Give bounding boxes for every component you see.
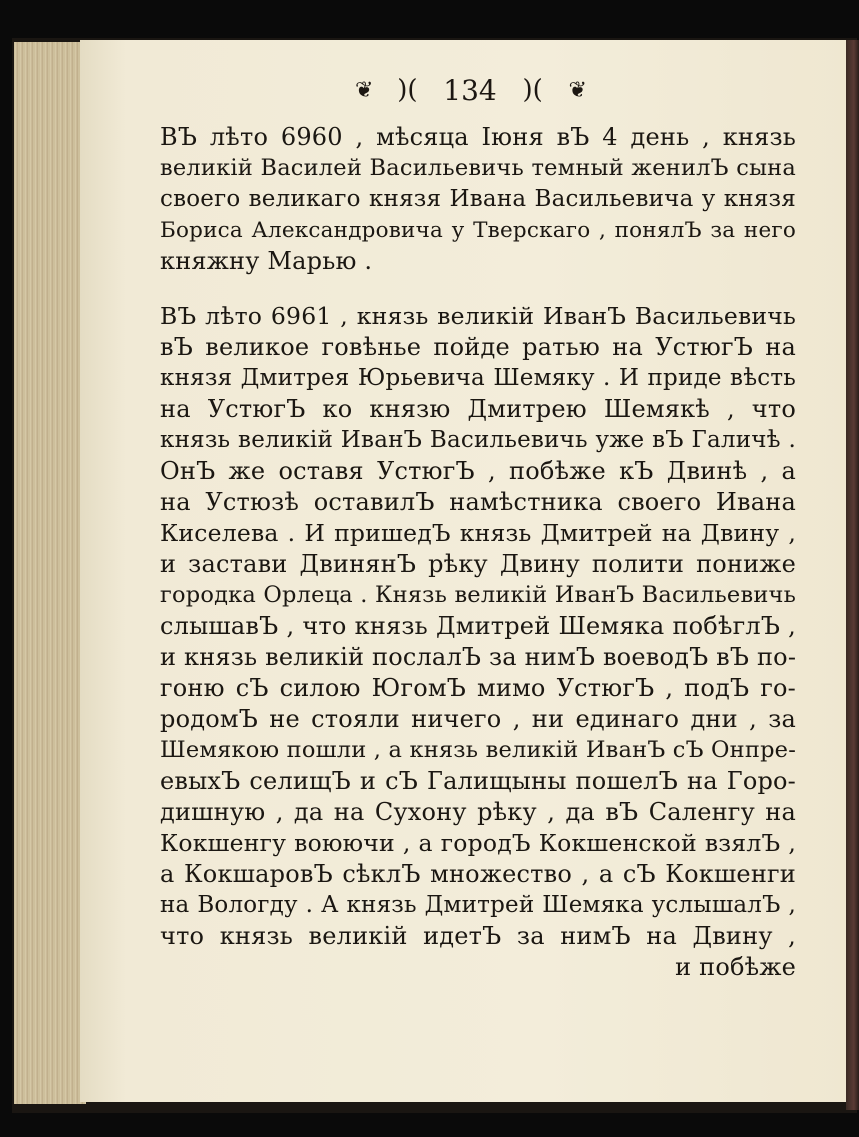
- text-line: что князь великій идетЪ за нимЪ на Двину ,: [160, 922, 796, 950]
- ornament-left-icon: ❦: [355, 77, 372, 103]
- text-line: своего великаго князя Ивана Васильевича у князя: [160, 186, 796, 212]
- page-edges: [14, 42, 86, 1104]
- text-line: а КокшаровЪ сѣклЪ множество , а сЪ Кокшенги: [160, 860, 796, 888]
- text-line: Кокшенгу воюючи , а городЪ Кокшенской взялЪ ,: [160, 829, 796, 857]
- book-spine-edge: [846, 40, 859, 1110]
- text-line: великій Василей Васильевичь темный женилЪ сына: [160, 155, 796, 181]
- text-line: княжну Марью .: [160, 247, 373, 275]
- page-header: [355, 72, 585, 108]
- header-bracket-left: )(: [397, 75, 418, 105]
- text-line: слышавЪ , что князь Дмитрей Шемяка побѣглЪ ,: [160, 612, 796, 640]
- text-line: ОнЪ же оставя УстюгЪ , побѣже кЪ Двинѣ , а: [160, 457, 796, 485]
- text-line: князь великій ИванЪ Васильевичь уже вЪ Галичѣ .: [160, 427, 796, 453]
- text-line: на Вологду . А князь Дмитрей Шемяка услышалЪ ,: [160, 892, 796, 918]
- text-line: городка Орлеца . Князь великій ИванЪ Васильевичь: [160, 582, 797, 608]
- text-line: вЪ великое говѣнье пойде ратью на УстюгЪ на: [160, 333, 796, 361]
- catchword: и побѣже: [675, 953, 796, 981]
- text-line: евыхЪ селищЪ и сЪ Галищыны пошелЪ на Горо-: [160, 767, 796, 795]
- text-line: ВЪ лѣто 6961 , князь великій ИванЪ Васильевичь: [160, 302, 796, 330]
- paragraph-2: [160, 301, 796, 983]
- text-line: родомЪ не стояли ничего , ни единаго дни , за: [160, 705, 796, 733]
- text-line: ВЪ лѣто 6960 , мѣсяца Іюня вЪ 4 день , князь: [160, 123, 796, 151]
- text-line: и застави ДвинянЪ рѣку Двину полити пониже: [160, 550, 796, 578]
- paragraph-1: [160, 122, 796, 277]
- text-line: гоню сЪ силою ЮгомЪ мимо УстюгЪ , подЪ го-: [160, 674, 796, 702]
- text-line: Шемякою пошли , а князь великій ИванЪ сЪ Онпре-: [160, 737, 796, 763]
- text-line: и князь великій послалЪ за нимЪ воеводЪ вЪ по-: [160, 643, 797, 671]
- text-line: на УстюгЪ ко князю Дмитрею Шемякѣ , что: [160, 395, 796, 423]
- text-line: Бориса Александровича у Тверскаго , понялЪ за него: [160, 218, 796, 243]
- ornament-right-icon: ❦: [568, 77, 585, 103]
- page-number: 134: [443, 73, 497, 107]
- text-line: князя Дмитрея Юрьевича Шемяку . И приде вѣсть: [160, 365, 796, 391]
- text-line: дишную , да на Сухону рѣку , да вЪ Саленгу на: [160, 798, 796, 826]
- header-bracket-right: )(: [522, 75, 543, 105]
- text-line: на Устюзѣ оставилЪ намѣстника своего Ивана: [160, 488, 796, 516]
- text-line: Киселева . И пришедЪ князь Дмитрей на Двину ,: [160, 519, 796, 547]
